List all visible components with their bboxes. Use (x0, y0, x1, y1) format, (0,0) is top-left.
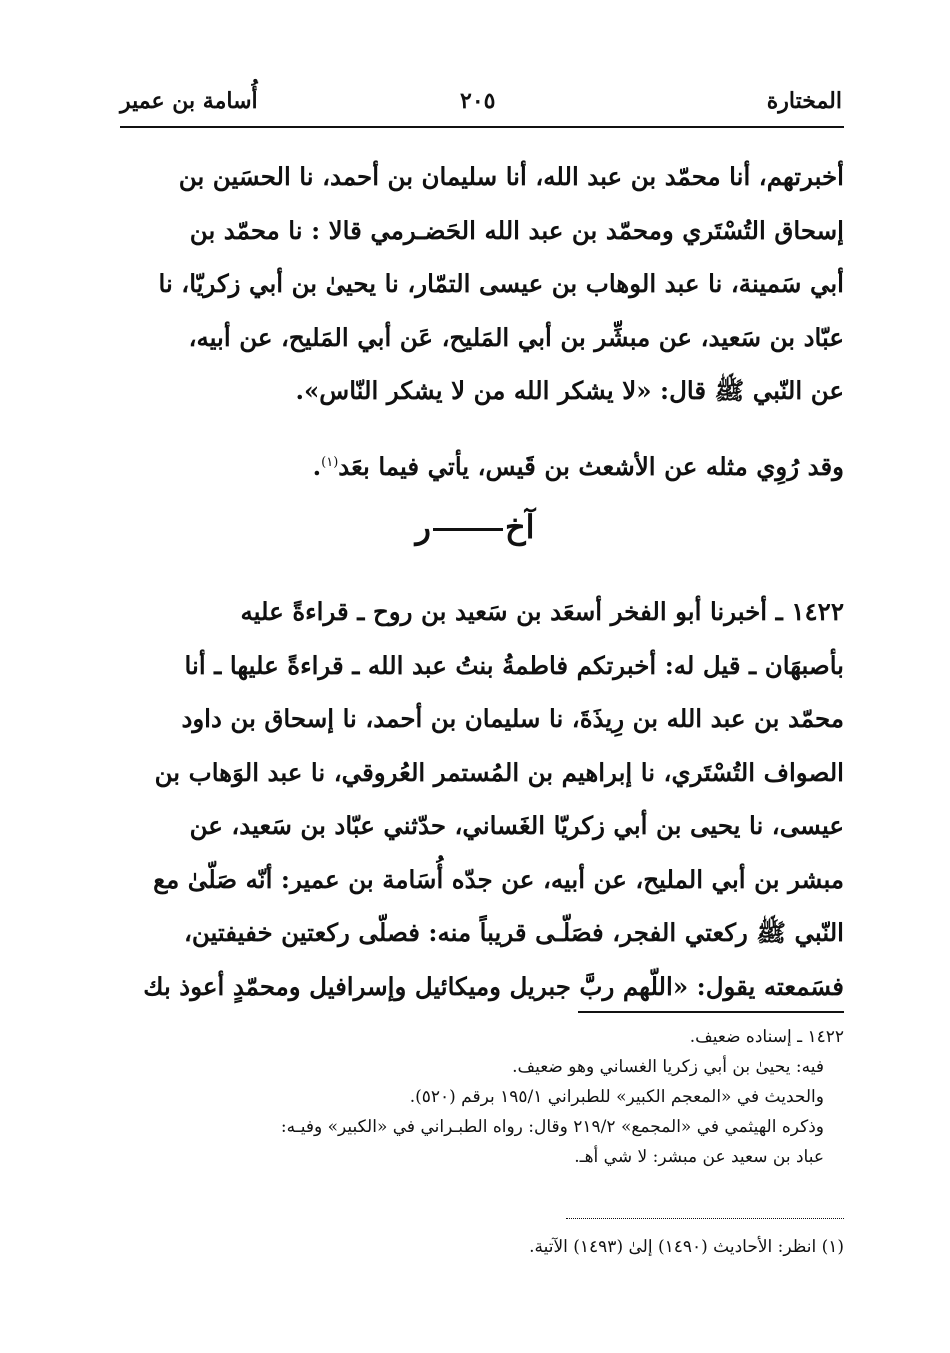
endnote-rule (566, 1218, 844, 1219)
text-line: محمّد بن عبد الله بن رِيذَةَ، نا سليمان بن أحمد، نا إسحاق بن داود (181, 704, 844, 733)
footnote-line: عباد بن سعيد عن مبشر: لا شي أهـ. (574, 1147, 824, 1167)
footnote-ref: (١) (321, 455, 339, 470)
note-end: . (312, 452, 322, 482)
footnotes (120, 1022, 844, 1172)
text-line: ١٤٢٢ ـ أخبرنا أبو الفخر أسعَد بن سَعيد بن روح ـ قراءةً عليه (240, 597, 844, 626)
kashida-stroke (433, 528, 503, 531)
main-text-top (120, 150, 844, 418)
section-title-start: آخ (504, 508, 535, 546)
text-line: عيسى، نا يحيى بن أبي زكريّا الغَساني، حدّثني عبّاد بن سَعيد، عن (189, 811, 844, 840)
footnote-line: فيه: يحيىٰ بن أبي زكريا الغساني وهو ضعيف. (512, 1057, 824, 1077)
section-heading (0, 508, 950, 546)
text-line: عبّاد بن سَعيد، عن مبشِّر بن أبي المَليح، عَن أبي المَليح، عن أبيه، (188, 322, 844, 352)
book-title: المختارة (766, 88, 842, 114)
footnote-line: ١٤٢٢ ـ إسناده ضعيف. (689, 1027, 844, 1047)
footnote-line: والحديث في «المعجم الكبير» للطبراني ١٩٥/١ برقم (٥٢٠). (409, 1087, 824, 1107)
text-line: إسحاق التُسْتَري ومحمّد بن عبد الله الحَضـرمي قالا : نا محمّد بن (189, 215, 844, 245)
footnote-rule (578, 1011, 844, 1013)
text-line: بأصبهَان ـ قيل له: أخبرتكم فاطمةُ بنتُ عبد الله ـ قراءةً عليها ـ أنا (184, 650, 844, 680)
text-line: عن النّبي ﷺ قال: «لا يشكر الله من لا يشكر النّاس». (295, 376, 844, 405)
footnote-line: وذكره الهيثمي في «المجمع» ٢١٩/٢ وقال: رواه الطبـراني في «الكبير» وفيـه: (280, 1117, 824, 1137)
note-line (120, 443, 844, 487)
note-text: وقد رُوِي مثله عن الأشعث بن قَيس، يأتي فيما بعَد (338, 452, 844, 482)
text-line: أبي سَمينة، نا عبد الوهاب بن عيسى التمّار، نا يحيىٰ بن أبي زكريّا، نا (158, 269, 844, 298)
main-text-hadith (120, 585, 844, 1013)
header-rule (120, 126, 844, 128)
text-line: مبشر بن أبي المليح، عن أبيه، عن جدّه أُسَامة بن عمير: أنّه صَلّىٰ مع (153, 864, 844, 894)
page-number: ٢٠٥ (460, 88, 496, 114)
section-title-end: ر (415, 508, 431, 546)
text-line: أخبرتهم، أنا محمّد بن عبد الله، أنا سليمان بن أحمد، نا الحسَين بن (178, 162, 844, 191)
text-line: فسَمعته يقول: «اللّهم ربَّ جبريل وميكائيل وإسرافيل ومحمّدٍ أعوذ بك (143, 971, 844, 1001)
text-line: النّبي ﷺ ركعتي الفجر، فصَلّـى قريباً منه: فصلّى ركعتين خفيفتين، (183, 918, 844, 947)
endnote: (١) انظر: الأحاديث (١٤٩٠) إلىٰ (١٤٩٣) الآتية. (529, 1237, 844, 1257)
text-line: الصواف التُسْتَري، نا إبراهيم بن المُستمر العُروقي، نا عبد الوَهاب بن (154, 757, 844, 787)
chapter-title: أُسامة بن عمير (120, 88, 258, 114)
running-header (120, 88, 842, 122)
